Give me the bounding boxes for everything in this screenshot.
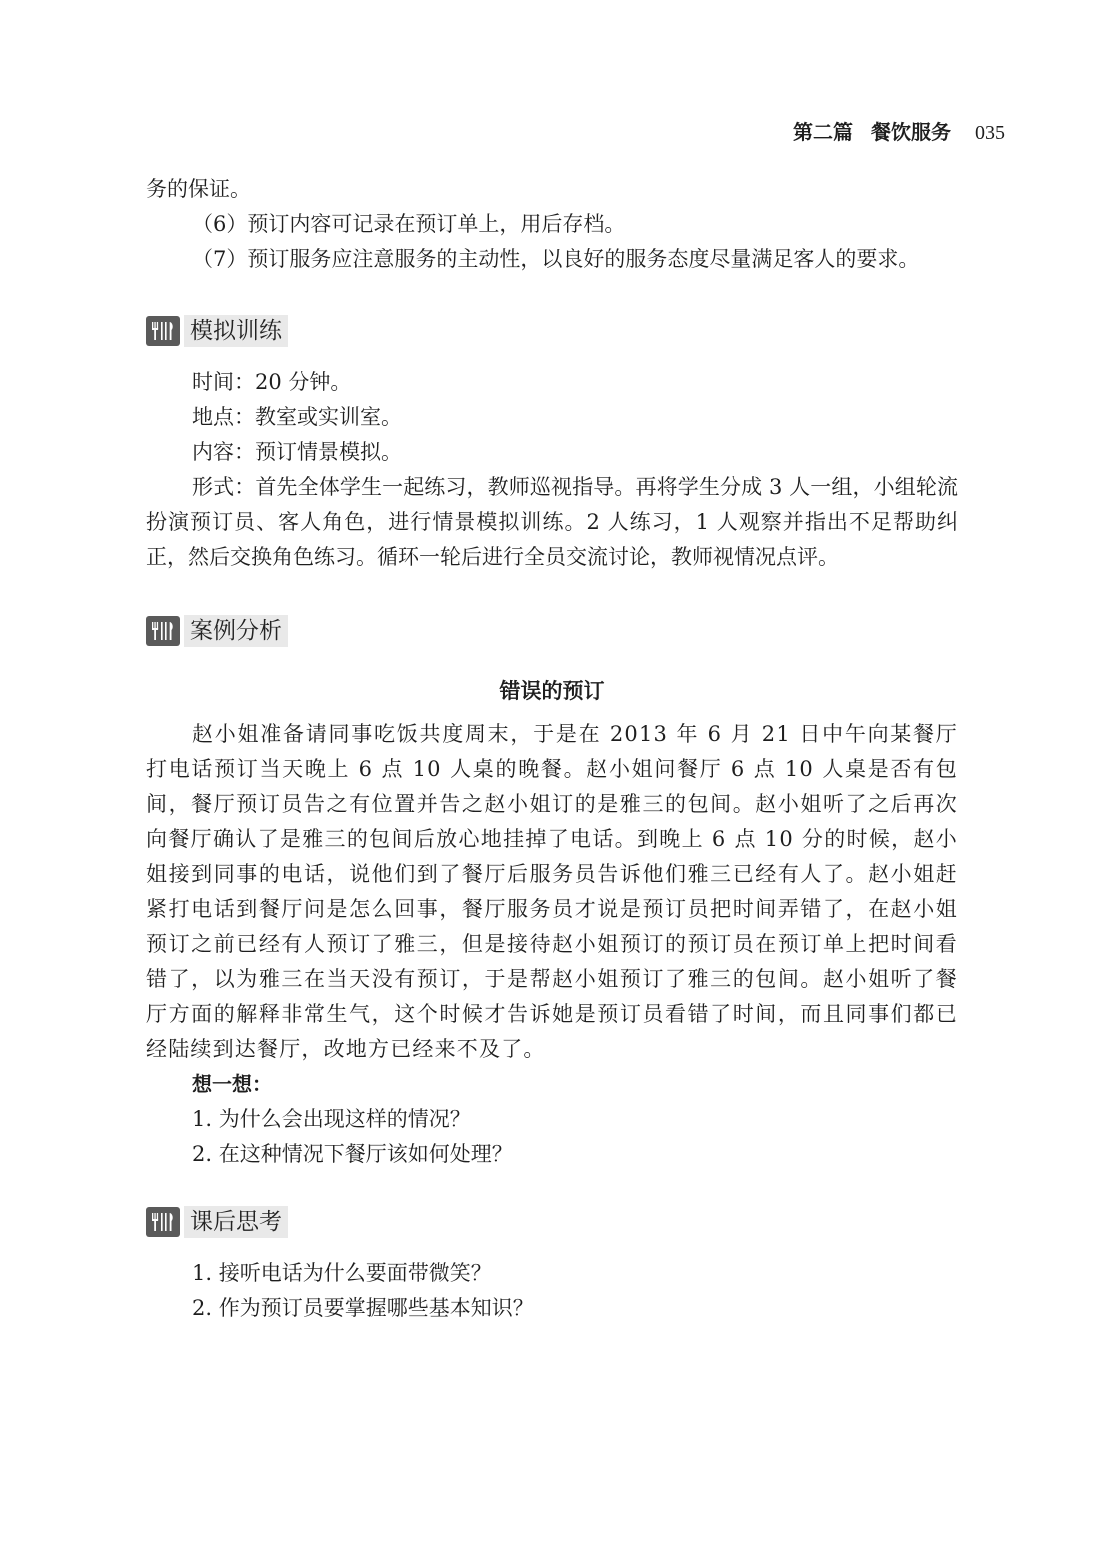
section-header-after-class [146, 1206, 958, 1238]
section-title-case: 案例分析 [184, 615, 288, 647]
section-title-training: 模拟训练 [184, 315, 288, 347]
cutlery-icon [146, 316, 180, 346]
intro-item-7: （7）预订服务应注意服务的主动性，以良好的服务态度尽量满足客人的要求。 [192, 247, 920, 271]
header-chapter: 第二篇 [793, 120, 853, 144]
cutlery-icon [146, 1207, 180, 1237]
section-title-after-class: 课后思考 [184, 1206, 288, 1238]
case-question-2: 2. 在这种情况下餐厅该如何处理？ [192, 1142, 513, 1166]
cutlery-icon [146, 616, 180, 646]
intro-continuation: 务的保证。 [146, 177, 251, 201]
after-class-question-2: 2. 作为预订员要掌握哪些基本知识？ [192, 1296, 534, 1320]
training-content: 内容：预订情景模拟。 [192, 440, 402, 464]
case-body [146, 717, 958, 1067]
after-class-question-1: 1. 接听电话为什么要面带微笑？ [192, 1261, 492, 1285]
section-header-case [146, 615, 958, 647]
case-question-1: 1. 为什么会出现这样的情况？ [192, 1107, 471, 1131]
page-number: 035 [975, 122, 1005, 144]
training-place: 地点：教室或实训室。 [192, 405, 402, 429]
header-section: 餐饮服务 [871, 120, 951, 144]
case-paragraph: 赵小姐准备请同事吃饭共度周末，于是在 2013 年 6 月 21 日中午向某餐厅打电话预订当天晚上 6 点 10 人桌的晚餐。赵小姐问餐厅 6 点 10 人桌是否有包间，餐厅预订员告之有位置并告之赵小姐订的是雅三的包间。赵小姐听了之后再次向餐厅确认了是雅三的包间后放心地挂掉了电话。到晚上 6 点 10 分的时候，赵小姐接到同事的电话，说他们到了餐厅后服务员告诉他们雅三已经有人了。赵小姐赶紧打电话到餐厅问是怎么回事，餐厅服务员才说是预订员把时间弄错了，在赵小姐预订之前已经有人预订了雅三，但是接待赵小姐预订的预订员在预订单上把时间看错了，以为雅三在当天没有预订，于是帮赵小姐预订了雅三的包间。赵小姐听了餐厅方面的解释非常生气，这个时候才告诉她是预订员看错了时间，而且同事们都已经陆续到达餐厅，改地方已经来不及了。 [146, 722, 958, 1061]
training-time: 时间：20 分钟。 [192, 370, 352, 394]
page-content [146, 172, 958, 1326]
page-header [793, 116, 1005, 145]
section-header-training [146, 315, 958, 347]
intro-item-6: （6）预订内容可记录在预订单上，用后存档。 [192, 212, 626, 236]
case-title: 错误的预订 [499, 679, 605, 703]
think-label: 想一想： [192, 1072, 272, 1096]
training-format: 形式：首先全体学生一起练习，教师巡视指导。再将学生分成 3 人一组，小组轮流扮演预订员、客人角色，进行情景模拟训练。2 人练习，1 人观察并指出不足帮助纠正，然后交换角色练习。循环一轮后进行全员交流讨论，教师视情况点评。 [146, 475, 958, 569]
